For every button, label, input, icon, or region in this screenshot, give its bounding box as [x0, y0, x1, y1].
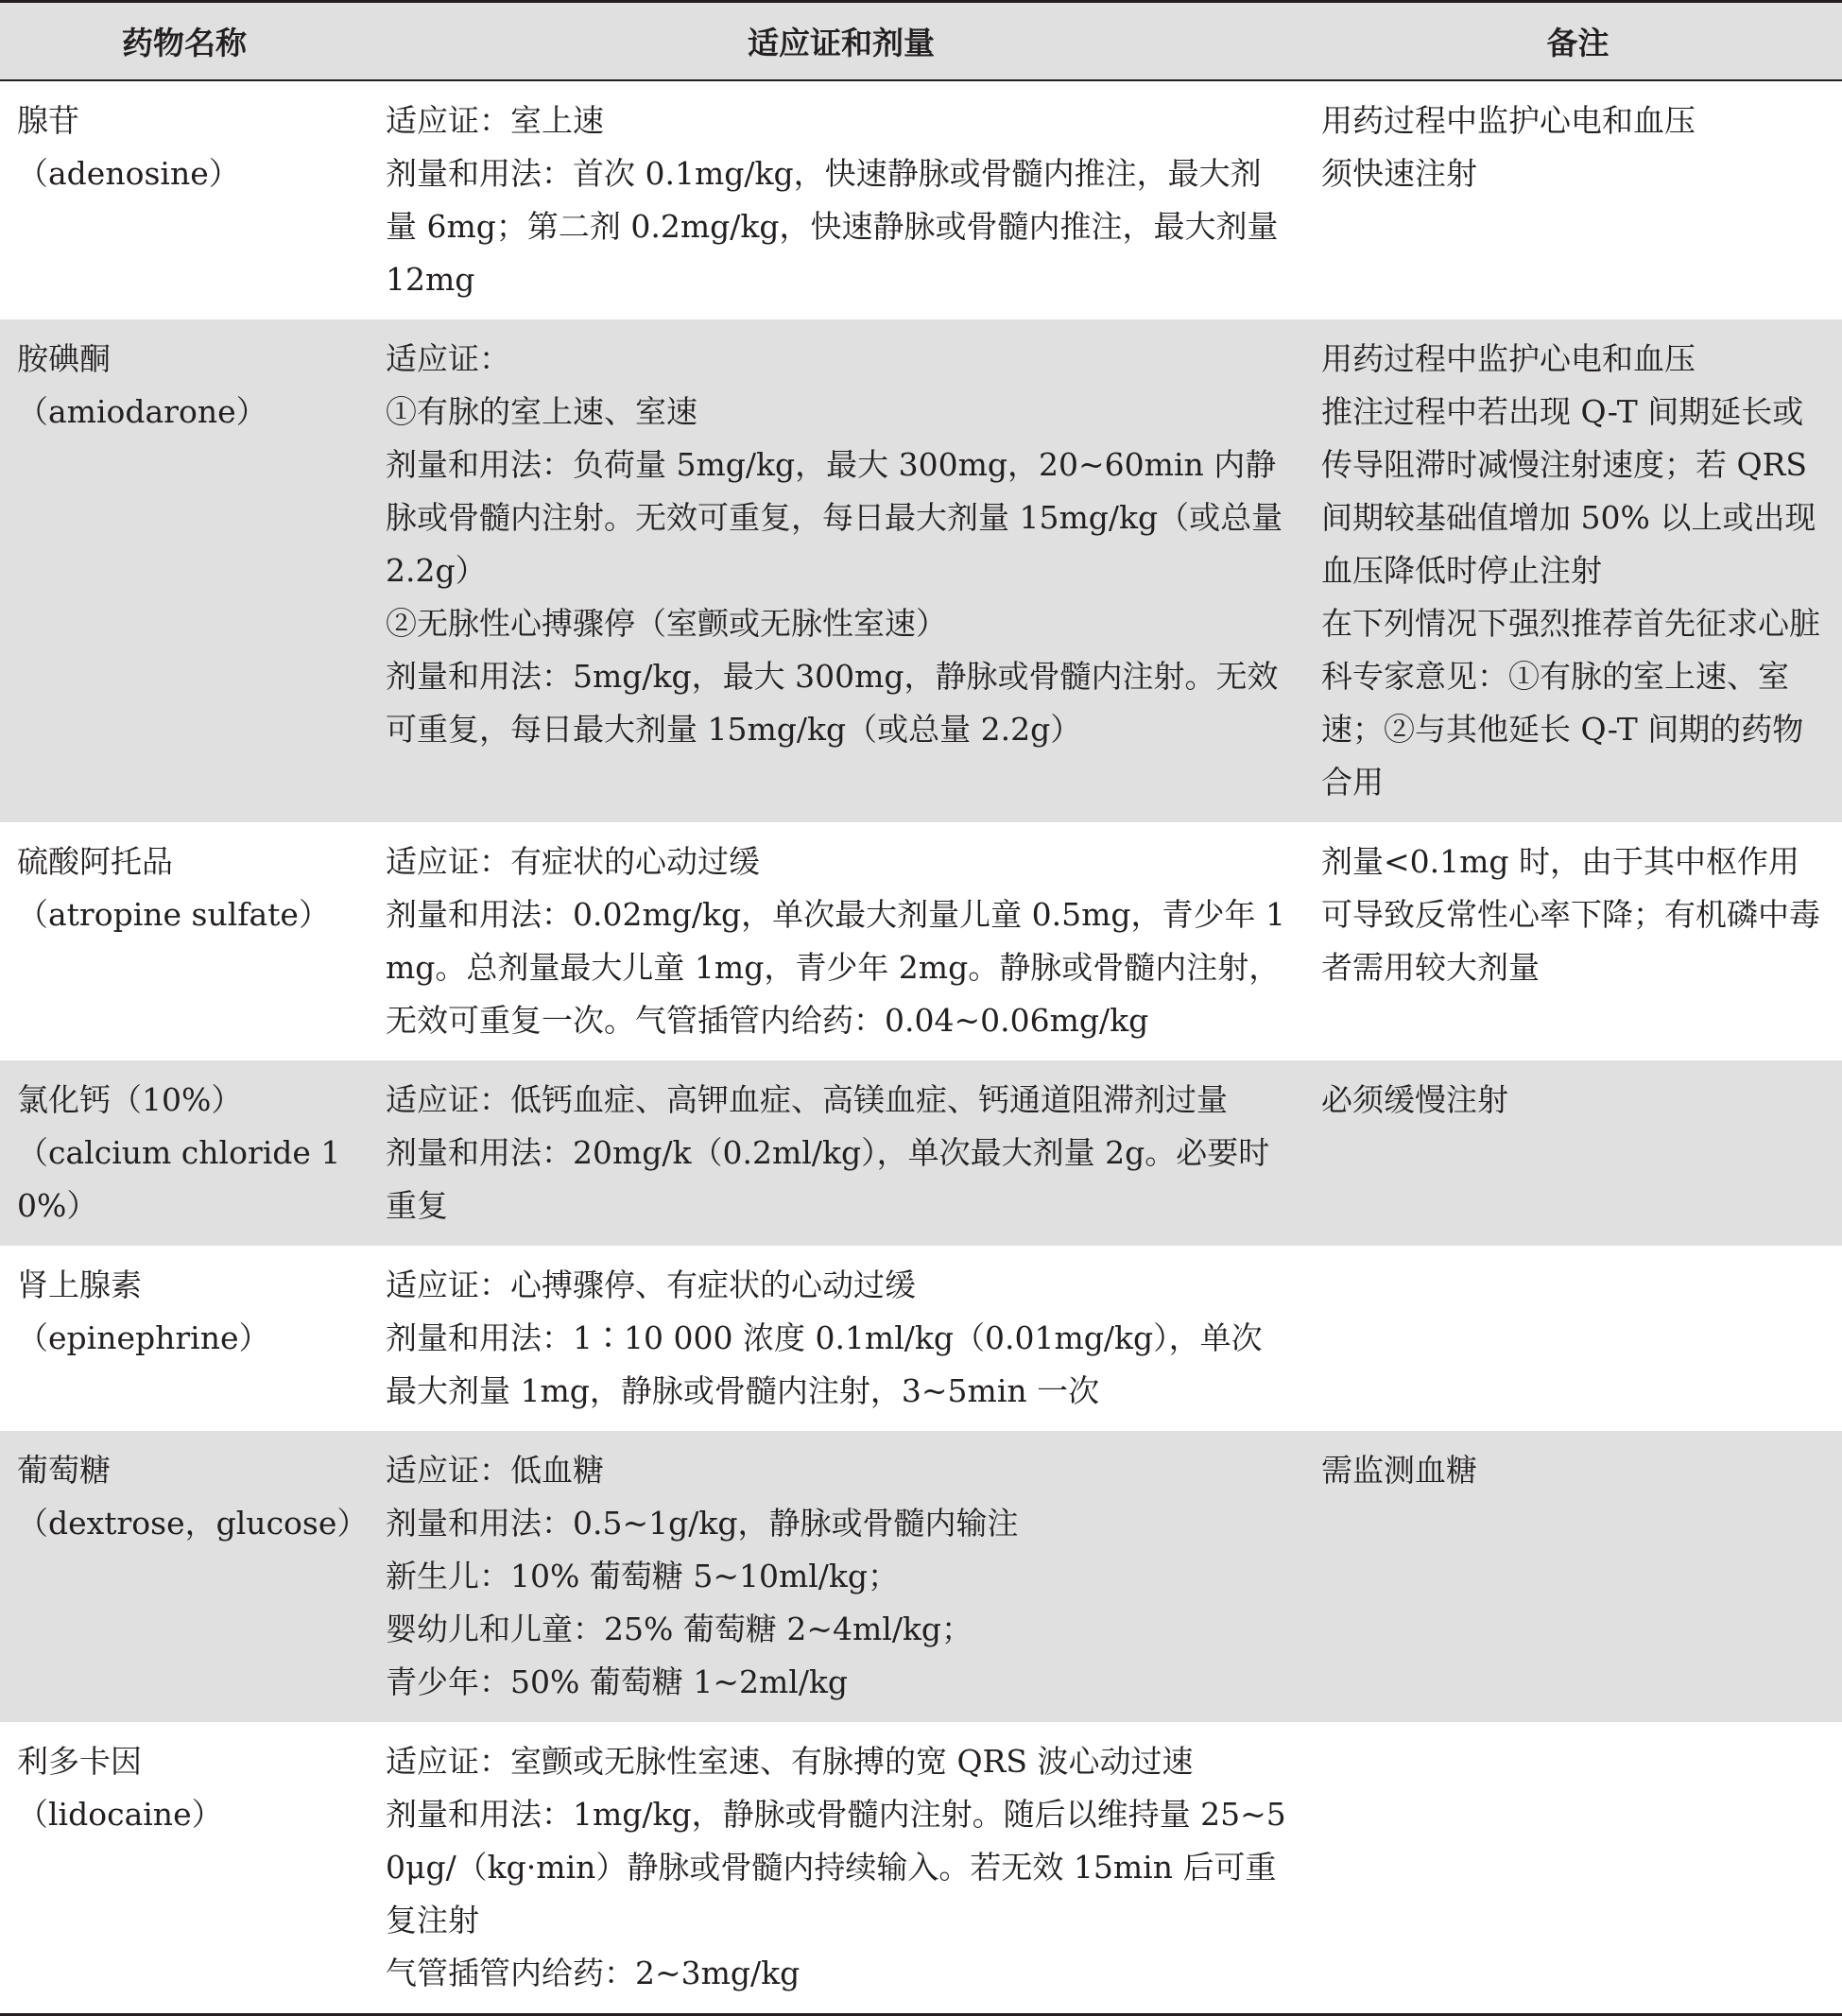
drug-name-cell — [0, 1722, 369, 2015]
remarks-cell — [1314, 80, 1842, 319]
drug-name-cell — [0, 822, 369, 1060]
header-indication-dose: 适应证和剂量 — [369, 2, 1314, 80]
dose-line: 适应证：心搏骤停、有症状的心动过缓 — [386, 1266, 916, 1303]
drug-name-line: （lidocaine） — [17, 1795, 223, 1833]
dose-line: 气管插管内给药：2~3mg/kg — [386, 1954, 800, 1991]
table-row — [0, 1246, 1842, 1431]
indication-dose-cell — [369, 319, 1314, 822]
table-row — [0, 1722, 1842, 2015]
remark-line: 必须缓慢注射 — [1321, 1080, 1508, 1118]
remark-line: 用药过程中监护心电和血压 — [1321, 339, 1696, 377]
indication-dose-cell — [369, 1060, 1314, 1246]
drug-name-cell — [0, 1060, 369, 1246]
drug-name-cell — [0, 1246, 369, 1431]
drug-name-line: 利多卡因 — [17, 1742, 142, 1780]
dose-line: 剂量和用法：首次 0.1mg/kg，快速静脉或骨髓内推注，最大剂量 6mg；第二剂 0.2mg/kg，快速静脉或骨髓内推注，最大剂量 12mg — [386, 154, 1279, 298]
indication-dose-cell — [369, 1246, 1314, 1431]
table-row — [0, 822, 1842, 1060]
remark-line: 在下列情况下强烈推荐首先征求心脏科专家意见：①有脉的室上速、室速；②与其他延长 Q-T 间期的药物合用 — [1321, 604, 1820, 801]
dose-line: 适应证：室上速 — [386, 101, 604, 139]
remark-line: 用药过程中监护心电和血压 — [1321, 101, 1696, 139]
dose-line: ①有脉的室上速、室速 — [386, 392, 697, 430]
dose-line: 剂量和用法：0.02mg/kg，单次最大剂量儿童 0.5mg，青少年 1mg。总剂量最大儿童 1mg，青少年 2mg。静脉或骨髓内注射，无效可重复一次。气管插管内给药：0.04~0.06mg/kg — [386, 895, 1286, 1039]
drug-name-line: 腺苷 — [17, 101, 79, 139]
table-row — [0, 319, 1842, 822]
table-row — [0, 1431, 1842, 1722]
dose-line: 青少年：50% 葡萄糖 1~2ml/kg — [386, 1663, 849, 1700]
dose-line: 适应证： — [386, 339, 510, 377]
indication-dose-cell — [369, 1431, 1314, 1722]
header-drug-name: 药物名称 — [0, 2, 369, 80]
dose-line: 剂量和用法：20mg/k（0.2ml/kg），单次最大剂量 2g。必要时重复 — [386, 1133, 1270, 1224]
remarks-cell — [1314, 1431, 1842, 1722]
dose-line: 剂量和用法：1mg/kg，静脉或骨髓内注射。随后以维持量 25~50μg/（kg·min）静脉或骨髓内持续输入。若无效 15min 后可重复注射 — [386, 1795, 1286, 1938]
remark-line: 推注过程中若出现 Q-T 间期延长或传导阻滞时减慢注射速度；若 QRS 间期较基础值增加 50% 以上或出现血压降低时停止注射 — [1321, 392, 1816, 589]
remark-line: 需监测血糖 — [1321, 1451, 1477, 1489]
dose-line: 适应证：有症状的心动过缓 — [386, 842, 760, 880]
remarks-cell — [1314, 822, 1842, 1060]
dose-line: 适应证：低血糖 — [386, 1451, 604, 1489]
drug-name-line: （adenosine） — [17, 154, 240, 192]
table-header — [0, 2, 1842, 80]
indication-dose-cell — [369, 822, 1314, 1060]
header-row — [0, 2, 1842, 80]
drug-name-line: 葡萄糖 — [17, 1451, 111, 1489]
drug-name-line: 氯化钙（10%） — [17, 1080, 243, 1118]
remarks-cell — [1314, 1722, 1842, 2015]
indication-dose-cell — [369, 1722, 1314, 2015]
drug-name-line: 硫酸阿托品 — [17, 842, 173, 880]
drug-name-cell — [0, 319, 369, 822]
drug-name-cell — [0, 1431, 369, 1722]
drug-name-line: 胺碘酮 — [17, 339, 111, 377]
remark-line: 剂量<0.1mg 时，由于其中枢作用可导致反常性心率下降；有机磷中毒者需用较大剂量 — [1321, 842, 1820, 986]
dose-line: 剂量和用法：0.5~1g/kg，静脉或骨髓内输注 — [386, 1504, 1019, 1542]
dose-line: 剂量和用法：5mg/kg，最大 300mg，静脉或骨髓内注射。无效可重复，每日最大剂量 15mg/kg（或总量 2.2g） — [386, 657, 1279, 748]
indication-dose-cell — [369, 80, 1314, 319]
dose-line: 剂量和用法：负荷量 5mg/kg，最大 300mg，20~60min 内静脉或骨髓内注射。无效可重复，每日最大剂量 15mg/kg（或总量 2.2g） — [386, 445, 1283, 589]
dose-line: 适应证：室颤或无脉性室速、有脉搏的宽 QRS 波心动过速 — [386, 1742, 1194, 1780]
table-row — [0, 1060, 1842, 1246]
drug-name-line: 肾上腺素 — [17, 1266, 142, 1303]
table-row — [0, 80, 1842, 319]
dose-line: 剂量和用法：1∶10 000 浓度 0.1ml/kg（0.01mg/kg），单次最大剂量 1mg，静脉或骨髓内注射，3~5min 一次 — [386, 1318, 1263, 1409]
header-remarks: 备注 — [1314, 2, 1842, 80]
drug-name-line: （calcium chloride 10%） — [17, 1133, 341, 1224]
drug-name-line: （atropine sulfate） — [17, 895, 330, 933]
table-body — [0, 80, 1842, 2015]
remarks-cell — [1314, 319, 1842, 822]
dose-line: ②无脉性心搏骤停（室颤或无脉性室速） — [386, 604, 947, 642]
drug-name-cell — [0, 80, 369, 319]
drug-name-line: （dextrose，glucose） — [17, 1504, 369, 1542]
drug-name-line: （epinephrine） — [17, 1318, 270, 1356]
dose-line: 新生儿：10% 葡萄糖 5~10ml/kg； — [386, 1557, 900, 1594]
dose-line: 婴幼儿和儿童：25% 葡萄糖 2~4ml/kg； — [386, 1610, 973, 1647]
remarks-cell — [1314, 1060, 1842, 1246]
dose-line: 适应证：低钙血症、高钾血症、高镁血症、钙通道阻滞剂过量 — [386, 1080, 1228, 1118]
remarks-cell — [1314, 1246, 1842, 1431]
remark-line: 须快速注射 — [1321, 154, 1477, 192]
drug-name-line: （amiodarone） — [17, 392, 267, 430]
